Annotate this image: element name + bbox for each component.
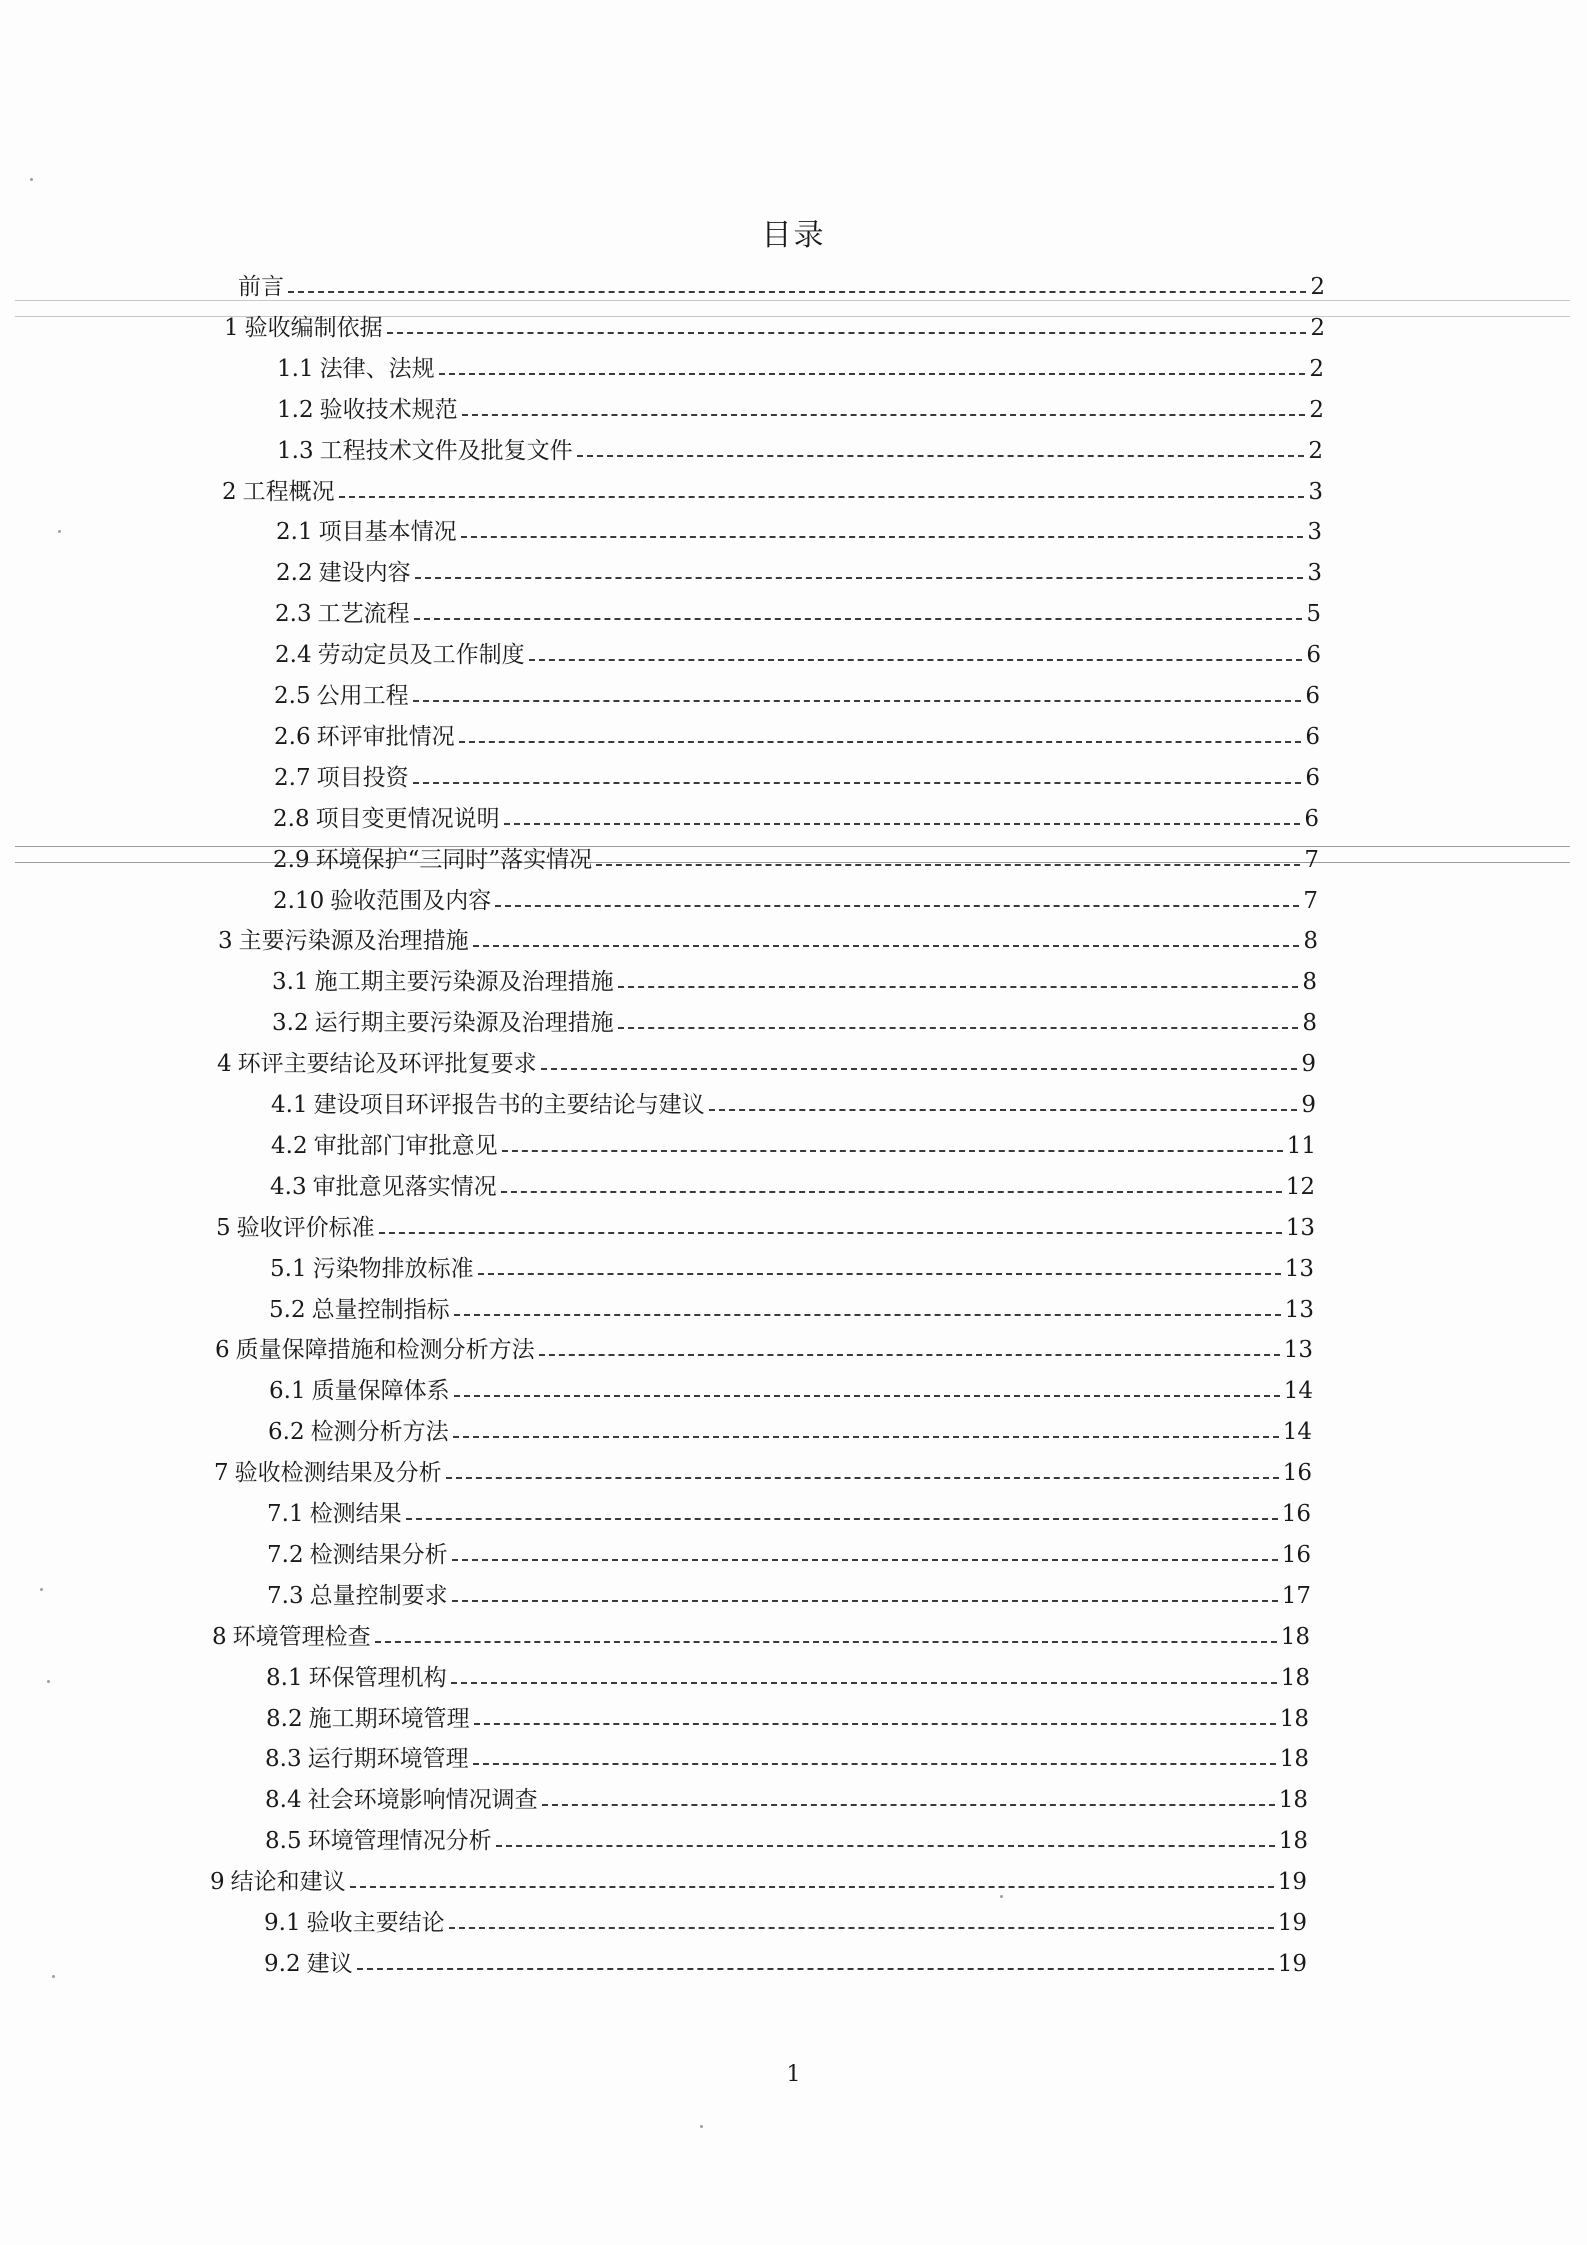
toc-entry[interactable]: [265, 1816, 1308, 1856]
toc-entry-label: [276, 558, 411, 588]
toc-leader-dashes: [462, 414, 1306, 416]
toc-entry-number: 5.2: [269, 1296, 306, 1323]
toc-entry-label: [224, 313, 383, 343]
toc-entry-page: 2: [1310, 314, 1325, 341]
toc-entry-number: 7: [214, 1460, 229, 1487]
toc-entry-page: 6: [1305, 723, 1320, 750]
toc-entry-number: 9: [210, 1869, 225, 1896]
toc-entry-number: 2.10: [273, 887, 325, 914]
toc-entry[interactable]: [276, 507, 1322, 547]
toc-entry-text: 污染物排放标准: [312, 1255, 474, 1282]
toc-entry-label: [210, 1867, 346, 1897]
toc-entry[interactable]: [269, 1366, 1313, 1406]
toc-leader-dashes: [415, 577, 1304, 579]
toc-entry-text: 审批意见落实情况: [312, 1173, 497, 1200]
toc-entry-page: 18: [1280, 1623, 1310, 1650]
toc-entry[interactable]: [267, 1530, 1311, 1570]
toc-entry-text: 前言: [238, 274, 284, 300]
toc-entry-text: 检测分析方法: [310, 1419, 449, 1446]
toc-entry-number: 1: [224, 314, 239, 341]
toc-entry-label: [267, 1540, 448, 1570]
toc-entry-text: 施工期主要污染源及治理措施: [314, 969, 614, 996]
toc-entry-label: [267, 1581, 448, 1611]
toc-entry[interactable]: [273, 876, 1318, 916]
toc-entry-label: [277, 354, 435, 384]
toc-entry-label: [222, 477, 335, 507]
toc-entry-text: 施工期环境管理: [308, 1705, 470, 1732]
toc-entry-page: 17: [1281, 1582, 1311, 1609]
toc-leader-dashes: [473, 945, 1300, 947]
toc-entry-number: 4.1: [271, 1092, 308, 1118]
toc-entry-label: [273, 886, 491, 916]
toc-entry-label: [270, 1172, 497, 1202]
toc-entry[interactable]: [265, 1775, 1308, 1815]
toc-entry-label: [269, 1295, 450, 1325]
toc-entry-number: 7.1: [267, 1501, 304, 1527]
toc-entry-number: 1.3: [277, 437, 314, 464]
toc-leader-dashes: [496, 1845, 1275, 1847]
toc-entry-text: 审批部门审批意见: [313, 1132, 498, 1159]
toc-leader-dashes: [339, 496, 1305, 498]
toc-entry[interactable]: [265, 1734, 1309, 1774]
toc-entry-number: 2: [222, 478, 237, 505]
toc-entry-label: [265, 1785, 538, 1815]
toc-entry-page: 19: [1277, 1950, 1307, 1977]
toc-entry-number: 1.2: [277, 396, 314, 423]
toc-entry-number: 5.1: [270, 1255, 307, 1282]
toc-entry-label: [273, 845, 592, 875]
toc-leader-dashes: [350, 1886, 1274, 1888]
toc-entry-page: 7: [1303, 887, 1318, 914]
toc-entry-page: 16: [1281, 1541, 1311, 1568]
toc-entry[interactable]: [276, 548, 1322, 588]
toc-leader-dashes: [454, 1395, 1280, 1397]
toc-entry-number: 8.5: [265, 1828, 302, 1855]
toc-entry-text: 环保管理机构: [308, 1664, 447, 1691]
toc-entry-text: 环评审批情况: [316, 723, 455, 750]
toc-entry[interactable]: [274, 753, 1320, 793]
toc-leader-dashes: [501, 1191, 1282, 1193]
toc-entry[interactable]: [272, 957, 1317, 997]
toc-entry-number: 2.1: [276, 519, 313, 546]
toc-entry[interactable]: [272, 998, 1317, 1038]
toc-entry[interactable]: [269, 1285, 1314, 1325]
toc-entry[interactable]: [210, 1857, 1307, 1897]
toc-leader-dashes: [379, 1232, 1282, 1234]
toc-entry-page: 18: [1280, 1664, 1310, 1691]
toc-entry-text: 工程技术文件及批复文件: [319, 437, 573, 464]
toc-entry[interactable]: [238, 262, 1325, 302]
toc-entry[interactable]: [275, 589, 1321, 629]
toc-entry-page: 18: [1278, 1828, 1308, 1855]
toc-entry-text: 项目变更情况说明: [315, 805, 500, 832]
toc-entry-text: 运行期主要污染源及治理措施: [314, 1010, 614, 1037]
toc-entry-label: [274, 681, 409, 711]
toc-entry-text: 检测结果分析: [309, 1541, 448, 1568]
toc-entry-page: 2: [1308, 437, 1323, 464]
toc-entry-text: 项目投资: [316, 764, 409, 791]
toc-entry-page: 16: [1282, 1460, 1312, 1487]
toc-leader-dashes: [452, 1600, 1278, 1602]
toc-entry-page: 14: [1283, 1378, 1313, 1405]
toc-entry-page: 5: [1306, 601, 1321, 628]
toc-entry-page: 11: [1286, 1132, 1316, 1159]
toc-entry-page: 8: [1302, 1010, 1317, 1037]
toc-entry-label: [212, 1622, 371, 1652]
toc-entry-number: 2.9: [273, 846, 310, 873]
toc-entry-number: 7.3: [267, 1582, 304, 1609]
toc-entry[interactable]: [266, 1653, 1310, 1693]
toc-entry-page: 6: [1306, 642, 1321, 669]
toc-entry[interactable]: [277, 344, 1324, 384]
toc-entry-text: 验收主要结论: [306, 1910, 445, 1936]
page-number: 1: [786, 2062, 801, 2087]
toc-entry[interactable]: [277, 426, 1323, 466]
toc-entry-text: 主要污染源及治理措施: [238, 928, 469, 955]
toc-entry-label: [217, 1049, 537, 1079]
scan-speck: [30, 178, 33, 181]
toc-entry-page: 13: [1283, 1337, 1313, 1364]
toc-entry-number: 7.2: [267, 1541, 304, 1568]
toc-leader-dashes: [478, 1273, 1281, 1275]
toc-entry-text: 质量保障体系: [311, 1378, 450, 1405]
toc-entry-number: 2.4: [275, 642, 312, 669]
toc-leader-dashes: [413, 782, 1302, 784]
scan-speck: [40, 1588, 43, 1591]
toc-entry[interactable]: [222, 467, 1323, 507]
toc-entry[interactable]: [224, 303, 1325, 343]
toc-entry-number: 8: [212, 1623, 227, 1650]
toc-entry-label: [268, 1417, 449, 1447]
toc-entry-number: 2.5: [274, 683, 311, 709]
toc-entry-label: [274, 763, 409, 793]
toc-entry-text: 环境保护“三同时”落实情况: [315, 846, 593, 873]
toc-entry-number: 9.1: [264, 1910, 301, 1936]
toc-entry-number: 8.1: [266, 1664, 303, 1691]
toc-leader-dashes: [709, 1109, 1298, 1111]
toc-entry[interactable]: [215, 1325, 1313, 1365]
toc-entry-text: 环境管理情况分析: [307, 1828, 492, 1855]
toc-leader-dashes: [596, 864, 1300, 866]
toc-leader-dashes: [454, 1314, 1281, 1316]
toc-entry-label: [270, 1254, 474, 1284]
toc-entry-page: 19: [1277, 1910, 1307, 1936]
toc-entry-page: 3: [1308, 478, 1323, 505]
toc-entry-number: 3.1: [272, 969, 309, 996]
toc-entry-text: 建设内容: [318, 560, 411, 587]
toc-leader-dashes: [618, 986, 1299, 988]
toc-entry-text: 工程概况: [242, 478, 335, 505]
toc-entry-text: 验收编制依据: [244, 314, 383, 341]
toc-leader-dashes: [461, 536, 1304, 538]
toc-entry[interactable]: [271, 1121, 1316, 1161]
toc-entry-number: 8.4: [265, 1787, 302, 1814]
toc-entry-page: 13: [1284, 1255, 1314, 1282]
toc-entry-number: 8.3: [265, 1746, 302, 1773]
toc-entry-label: [269, 1376, 450, 1406]
toc-entry-number: 2.2: [276, 560, 313, 587]
toc-entry-label: [266, 1704, 470, 1734]
toc-leader-dashes: [542, 1804, 1275, 1806]
toc-leader-dashes: [357, 1968, 1274, 1970]
toc-entry-page: 9: [1301, 1051, 1316, 1078]
toc-entry-page: 8: [1303, 928, 1318, 955]
toc-entry-label: [271, 1131, 498, 1161]
toc-entry-page: 2: [1309, 396, 1324, 423]
toc-entry-label: [272, 1008, 614, 1038]
toc-leader-dashes: [459, 741, 1302, 743]
toc-entry-page: 6: [1305, 764, 1320, 791]
toc-entry-page: 13: [1284, 1296, 1314, 1323]
toc-entry-page: 6: [1304, 805, 1319, 832]
toc-leader-dashes: [375, 1641, 1277, 1643]
toc-entry-text: 质量保障措施和检测分析方法: [235, 1337, 535, 1364]
toc-leader-dashes: [452, 1559, 1278, 1561]
toc-entry-number: 2.6: [274, 723, 311, 750]
toc-leader-dashes: [504, 823, 1301, 825]
toc-entry-number: 6.1: [269, 1378, 306, 1405]
toc-entry[interactable]: [214, 1448, 1312, 1488]
toc-entry[interactable]: [270, 1162, 1315, 1202]
toc-entry-label: [273, 804, 500, 834]
toc-entry-number: 2.3: [275, 601, 312, 628]
toc-entry-page: 18: [1278, 1787, 1308, 1814]
toc-entry-label: [214, 1458, 442, 1488]
toc-entry-text: 建议: [306, 1950, 353, 1977]
toc-entry-number: 8.2: [266, 1705, 303, 1732]
toc-entry-label: [267, 1499, 402, 1529]
toc-entry[interactable]: [217, 1039, 1316, 1079]
toc-entry-label: [266, 1663, 447, 1693]
toc-entry-label: [264, 1949, 353, 1979]
toc-entry-page: 8: [1302, 969, 1317, 996]
toc-leader-dashes: [451, 1682, 1277, 1684]
toc-entry-number: 2.7: [274, 764, 311, 791]
toc-entry-number: 3: [218, 928, 233, 955]
toc-leader-dashes: [495, 905, 1299, 907]
toc-entry-text: 项目基本情况: [318, 519, 457, 546]
toc-entry-number: 5: [216, 1214, 231, 1241]
toc-entry-text: 验收评价标准: [236, 1214, 375, 1241]
toc-leader-dashes: [449, 1927, 1274, 1929]
toc-entry-label: [276, 517, 457, 547]
toc-entry-label: [264, 1908, 445, 1938]
toc-leader-dashes: [439, 373, 1306, 375]
toc-entry-text: 环评主要结论及环评批复要求: [237, 1051, 537, 1078]
toc-leader-dashes: [446, 1477, 1279, 1479]
toc-leader-dashes: [529, 659, 1303, 661]
toc-entry-text: 验收检测结果及分析: [234, 1460, 442, 1487]
toc-entry[interactable]: [216, 1203, 1315, 1243]
toc-entry-number: 1.1: [277, 355, 314, 382]
toc-entry-label: [272, 967, 614, 997]
toc-entry-number: 9.2: [264, 1950, 301, 1977]
toc-entry-number: 4.3: [270, 1173, 307, 1200]
toc-leader-dashes: [414, 618, 1303, 620]
scan-speck: [58, 530, 61, 533]
toc-entry-label: [274, 722, 455, 752]
toc-entry-page: 9: [1301, 1092, 1316, 1118]
toc-entry-number: 2.8: [273, 805, 310, 832]
toc-entry-page: 3: [1307, 519, 1322, 546]
toc-entry[interactable]: [270, 1244, 1314, 1284]
scan-speck: [52, 1975, 55, 1978]
toc-entry[interactable]: [275, 630, 1321, 670]
toc-entry[interactable]: [273, 794, 1319, 834]
toc-entry-label: [277, 436, 573, 466]
toc-entry[interactable]: [268, 1407, 1312, 1447]
toc-entry-text: 总量控制要求: [309, 1582, 448, 1609]
toc-entry-label: [218, 926, 469, 956]
toc-entry-label: [238, 272, 284, 302]
toc-entry-text: 建设项目环评报告书的主要结论与建议: [313, 1092, 705, 1118]
toc-entry-label: [215, 1335, 535, 1365]
toc-entry[interactable]: [218, 916, 1318, 956]
toc-entry-text: 检测结果: [309, 1501, 402, 1527]
toc-entry-page: 2: [1310, 274, 1325, 300]
toc-entry[interactable]: [274, 671, 1320, 711]
toc-leader-dashes: [453, 1436, 1279, 1438]
toc-entry-page: 14: [1282, 1419, 1312, 1446]
scan-speck: [700, 2125, 703, 2128]
toc-entry-page: 18: [1279, 1746, 1309, 1773]
toc-leader-dashes: [413, 700, 1302, 702]
toc-entry-number: 6: [215, 1337, 230, 1364]
toc-entry-label: [216, 1213, 375, 1243]
toc-entry-text: 公用工程: [316, 683, 409, 709]
scan-speck: [47, 1680, 50, 1683]
toc-entry-text: 劳动定员及工作制度: [317, 642, 525, 669]
toc-entry-label: [277, 395, 458, 425]
toc-entry-text: 验收技术规范: [319, 396, 458, 423]
toc-entry-label: [271, 1090, 705, 1120]
toc-entry-label: [275, 640, 525, 670]
toc-entry[interactable]: [264, 1939, 1307, 1979]
toc-entry[interactable]: [264, 1898, 1307, 1938]
toc-entry[interactable]: [277, 385, 1324, 425]
toc-entry-number: 4: [217, 1051, 232, 1078]
toc-entry-number: 4.2: [271, 1132, 308, 1159]
toc-entry-text: 结论和建议: [230, 1869, 346, 1896]
toc-entry-text: 社会环境影响情况调查: [307, 1787, 538, 1814]
toc-entry[interactable]: [267, 1571, 1311, 1611]
toc-leader-dashes: [288, 291, 1306, 293]
toc-entry-page: 3: [1307, 560, 1322, 587]
toc-entry-page: 12: [1285, 1173, 1315, 1200]
toc-entry[interactable]: [274, 712, 1320, 752]
toc-entry-page: 19: [1277, 1869, 1307, 1896]
toc-entry-page: 2: [1309, 355, 1324, 382]
toc-entry[interactable]: [212, 1612, 1310, 1652]
toc-entry-label: [275, 599, 410, 629]
toc-entry[interactable]: [266, 1694, 1309, 1734]
toc-leader-dashes: [502, 1150, 1283, 1152]
toc-entry[interactable]: [267, 1489, 1311, 1529]
page-title: 目录: [761, 218, 826, 253]
toc-entry-text: 环境管理检查: [232, 1623, 371, 1650]
toc-entry-text: 工艺流程: [317, 601, 410, 628]
toc-leader-dashes: [406, 1518, 1278, 1520]
toc-entry-label: [265, 1826, 492, 1856]
toc-entry-number: 3.2: [272, 1010, 309, 1037]
toc-leader-dashes: [474, 1723, 1276, 1725]
toc-entry-text: 法律、法规: [319, 355, 435, 382]
toc-entry-label: [265, 1744, 469, 1774]
toc-entry-text: 验收范围及内容: [330, 887, 492, 914]
toc-entry-number: 6.2: [268, 1419, 305, 1446]
toc-leader-dashes: [577, 455, 1305, 457]
toc-leader-dashes: [387, 332, 1307, 334]
toc-leader-dashes: [541, 1068, 1298, 1070]
toc-entry-page: 18: [1279, 1705, 1309, 1732]
toc-entry-text: 运行期环境管理: [307, 1746, 469, 1773]
toc-entry-text: 总量控制指标: [311, 1296, 450, 1323]
toc-entry[interactable]: [273, 835, 1319, 875]
toc-entry-page: 7: [1304, 846, 1319, 873]
toc-entry[interactable]: [271, 1080, 1316, 1120]
toc-entry-page: 16: [1281, 1501, 1311, 1527]
toc-leader-dashes: [539, 1354, 1280, 1356]
toc-entry-page: 6: [1305, 683, 1320, 709]
toc-leader-dashes: [473, 1763, 1276, 1765]
toc-leader-dashes: [618, 1027, 1299, 1029]
toc-entry-page: 13: [1285, 1214, 1315, 1241]
